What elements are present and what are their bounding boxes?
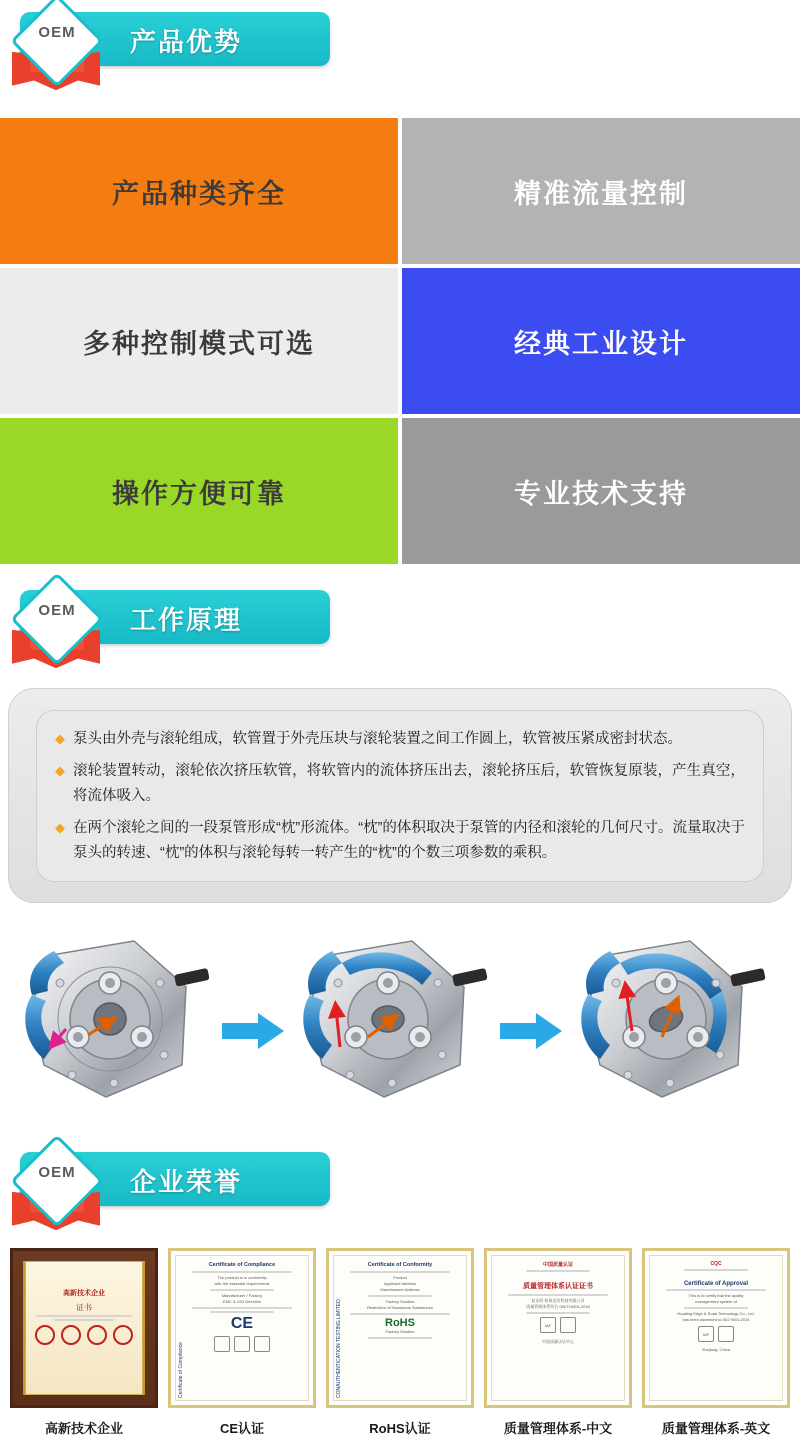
flow-arrow-icon: [500, 1013, 562, 1054]
advantage-title: 产品优势: [130, 27, 243, 57]
advantage-cell-label: 操作方便可靠: [112, 478, 286, 509]
advantage-cell-label: 经典工业设计: [514, 328, 688, 359]
pump-diagram-step-3: [570, 925, 770, 1125]
advantage-cell-label: 产品种类齐全: [112, 178, 286, 209]
principle-point: [55, 759, 745, 809]
diamond-bullet-icon: ◆: [55, 731, 65, 746]
certificate-sheet: [649, 1255, 783, 1401]
certificate-title: Certificate of Compliance: [208, 1262, 276, 1268]
accreditation-badge-icon: [234, 1336, 250, 1352]
oem-ribbon-icon: [10, 6, 114, 92]
honor-caption: RoHS认证: [369, 1421, 431, 1436]
divider: [684, 1269, 748, 1271]
honor-item[interactable]: [10, 1248, 158, 1437]
certificate-image-iso-en[interactable]: [642, 1248, 790, 1408]
certificate-org: 中国质量认证: [542, 1262, 573, 1268]
certificate-body-text: Product Applicant Address Manufacturer Address: [380, 1275, 420, 1292]
flow-arrow-icon: [222, 1013, 284, 1054]
advantage-cell-label: 专业技术支持: [514, 478, 688, 509]
seal-icon: [113, 1325, 133, 1345]
divider: [210, 1311, 274, 1313]
certificate-image-plaque[interactable]: [10, 1248, 158, 1408]
oem-ribbon-icon: [10, 584, 114, 670]
side-watermark-text: Certificate of Compliance: [178, 1342, 184, 1398]
certificate-body-text: Factory Solution Restriction of Hazardous Substances: [367, 1299, 433, 1310]
honor-certificate-list: [10, 1248, 790, 1437]
certificate-footer-text: Factory Solution: [385, 1329, 415, 1334]
honor-caption: 质量管理体系-中文: [503, 1421, 613, 1436]
principle-point-text: 滚轮装置转动，滚轮依次挤压软管，将软管内的流体挤压出去，滚轮挤压后，软管恢复原装，产生真空，将流体吸入。: [73, 763, 745, 804]
honor-title: 企业荣誉: [130, 1167, 243, 1197]
advantage-cell: [0, 418, 398, 564]
plaque-title: 高新技术企业: [63, 1290, 105, 1297]
certificate-body-text: Huading Edge & Road Technology Co., Ltd. has been assessed to ISO 9001:2015: [677, 1311, 755, 1322]
divider: [54, 1319, 114, 1321]
pump-illustration-icon: [292, 925, 492, 1125]
principle-title: 工作原理: [130, 605, 243, 635]
principle-point: [55, 816, 745, 866]
seal-icon: [61, 1325, 81, 1345]
certificate-image-rohs[interactable]: [326, 1248, 474, 1408]
pump-diagram-step-2: [292, 925, 492, 1125]
honor-caption: 质量管理体系-英文: [661, 1421, 771, 1436]
iaf-badge-icon: IAF: [698, 1326, 714, 1342]
divider: [192, 1307, 292, 1309]
honor-caption: 高新技术企业: [44, 1421, 123, 1436]
diamond-bullet-icon: ◆: [55, 820, 65, 835]
certificate-title: Certificate of Conformity: [367, 1262, 433, 1268]
rohs-mark-icon: RoHS: [385, 1317, 415, 1329]
honor-item[interactable]: [168, 1248, 316, 1437]
divider: [368, 1295, 432, 1297]
divider: [368, 1337, 432, 1339]
certificate-title: 质量管理体系认证证书: [523, 1283, 593, 1290]
divider: [684, 1307, 748, 1309]
seal-icon: [87, 1325, 107, 1345]
certificate-body-text: The product is in conformity with the essential requirements: [214, 1275, 270, 1286]
advantage-cell: [402, 118, 800, 264]
pump-diagram-step-1: [14, 925, 214, 1125]
certificate-footer-text: 中国质量认证中心: [542, 1339, 574, 1344]
advantage-cell-label: 多种控制模式可选: [83, 328, 315, 359]
certificate-body-text: This is to certify that the quality management system of: [688, 1293, 744, 1304]
principle-text-inner: [36, 710, 764, 882]
plaque-subtitle: 证书: [76, 1303, 92, 1312]
oem-badge-label: OEM: [38, 1164, 76, 1181]
diamond-bullet-icon: ◆: [55, 763, 65, 778]
principle-point-text: 在两个滚轮之间的一段泵管形成“枕”形流体。“枕”的体积取决于泵管的内径和滚轮的几何尺寸。流量取决于泵头的转速、“枕”的体积与滚轮每转一转产生的“枕”的个数三项参数的乘积。: [73, 820, 745, 861]
iaf-badge-icon: IAF: [540, 1317, 556, 1333]
certificate-body-text: Manufacturer / Factory EMC & LVD Directive: [221, 1293, 263, 1304]
divider: [666, 1289, 766, 1291]
accreditation-badge-icon: [214, 1336, 230, 1352]
advantage-grid: [0, 118, 800, 570]
pump-illustration-icon: [14, 925, 214, 1125]
principle-point: [55, 727, 745, 752]
principle-text-panel: [8, 688, 792, 903]
principle-section-header: [0, 578, 800, 652]
advantage-cell-label: 精准流量控制: [514, 178, 688, 209]
honor-item[interactable]: [642, 1248, 790, 1437]
divider: [508, 1294, 608, 1296]
certificate-image-ce[interactable]: [168, 1248, 316, 1408]
principle-point-text: 泵头由外壳与滚轮组成，软管置于外壳压块与滚轮装置之间工作圆上，软管被压紧成密封状态。: [73, 731, 682, 747]
badge-group: [656, 1326, 776, 1342]
side-watermark-text: CONAUTHENTICATION TESTING LIMITED: [336, 1299, 342, 1398]
honor-item[interactable]: [484, 1248, 632, 1437]
divider: [526, 1312, 590, 1314]
cnas-badge-icon: [560, 1317, 576, 1333]
certificate-sheet: [491, 1255, 625, 1401]
oem-badge-label: OEM: [38, 24, 76, 41]
pump-principle-diagram: [0, 925, 800, 1140]
accreditation-badge-icon: [254, 1336, 270, 1352]
honor-caption: CE认证: [219, 1421, 265, 1436]
advantage-cell: [0, 268, 398, 414]
advantage-cell: [402, 418, 800, 564]
certificate-title: Certificate of Approval: [683, 1281, 749, 1287]
cnas-badge-icon: [718, 1326, 734, 1342]
oem-ribbon-icon: [10, 1146, 114, 1232]
advantage-cell: [0, 118, 398, 264]
honor-section-header: [0, 1140, 800, 1214]
ce-mark-icon: CE: [230, 1315, 254, 1332]
certificate-sheet: [175, 1255, 309, 1401]
certificate-org: CQC: [710, 1261, 722, 1267]
seal-group: [26, 1325, 142, 1345]
divider: [192, 1271, 292, 1273]
divider: [350, 1271, 450, 1273]
oem-badge-label: OEM: [38, 602, 76, 619]
badge-group: [498, 1317, 618, 1333]
divider: [526, 1270, 590, 1272]
certificate-image-iso-cn[interactable]: [484, 1248, 632, 1408]
plaque-sheet: [25, 1261, 143, 1395]
seal-icon: [35, 1325, 55, 1345]
advantage-cell: [402, 268, 800, 414]
pump-illustration-icon: [570, 925, 770, 1125]
badge-group: [182, 1336, 302, 1352]
advantage-section-header: [0, 0, 800, 74]
divider: [350, 1313, 450, 1315]
certificate-body-text: 兹证明 杭州迅肯科技有限公司 质量管理体系符合 GB/T19001-2016: [526, 1298, 590, 1309]
certificate-sheet: [333, 1255, 467, 1401]
honor-item[interactable]: [326, 1248, 474, 1437]
certificate-footer-text: Zhejiang, China: [701, 1347, 731, 1352]
divider: [210, 1289, 274, 1291]
divider: [36, 1315, 132, 1317]
